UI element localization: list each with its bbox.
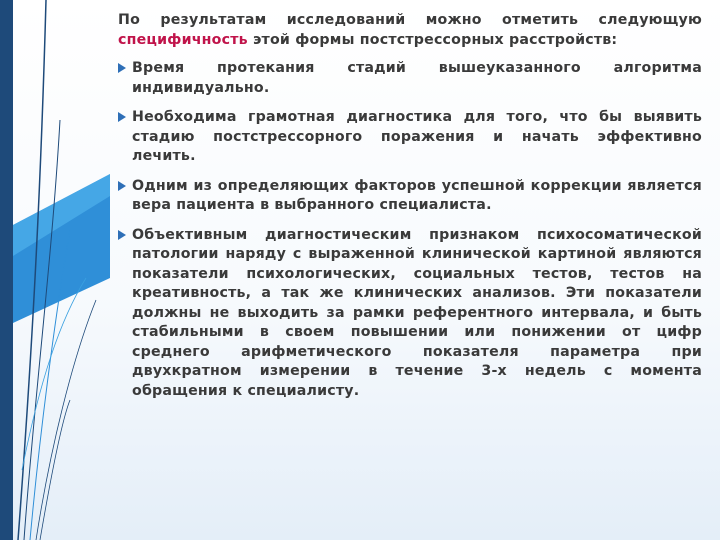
bullet-text: Объективным диагностическим признаком психосоматической патологии наряду с выраженной клинической картиной являются показатели психологических, социальных тестов, тестов на креативность, а так же клинических анализов. Эти показатели должны не выходить за рамки референтного интервала, и быть стабильными в своем повышении или понижении от цифр среднего арифметического показателя параметра при двухкратном измерении в течение 3-х недель с момента обращения к специалисту. [132,226,702,399]
decorative-side-panel [0,0,110,540]
intro-text-start: По результатам исследований можно отметить следующую [118,12,702,28]
decor-line [36,300,96,540]
bullet-item [118,108,702,167]
bullet-text: Время протекания стадий вышеуказанного алгоритма индивидуально. [132,60,702,96]
intro-text-end: этой формы постстрессорных расстройств: [247,31,618,48]
bullet-text: Необходима грамотная диагностика для того, что бы выявить стадию постстрессорного поражения и начать эффективно лечить. [132,109,702,164]
arrow-bullet-icon [118,230,126,240]
bullet-item [118,226,702,402]
arrow-bullet-icon [118,112,126,122]
bullet-item [118,59,702,98]
slide-content [118,11,702,411]
highlight-word: специфичность [118,31,248,48]
dark-side-bar [0,0,13,540]
arrow-bullet-icon [118,63,126,73]
bullet-item [118,177,702,216]
intro-paragraph [118,11,702,50]
arrow-bullet-icon [118,181,126,191]
bullet-text: Одним из определяющих факторов успешной коррекции является вера пациента в выбранного специалиста. [132,177,702,213]
decor-line [40,400,70,540]
bullet-list [118,59,702,401]
